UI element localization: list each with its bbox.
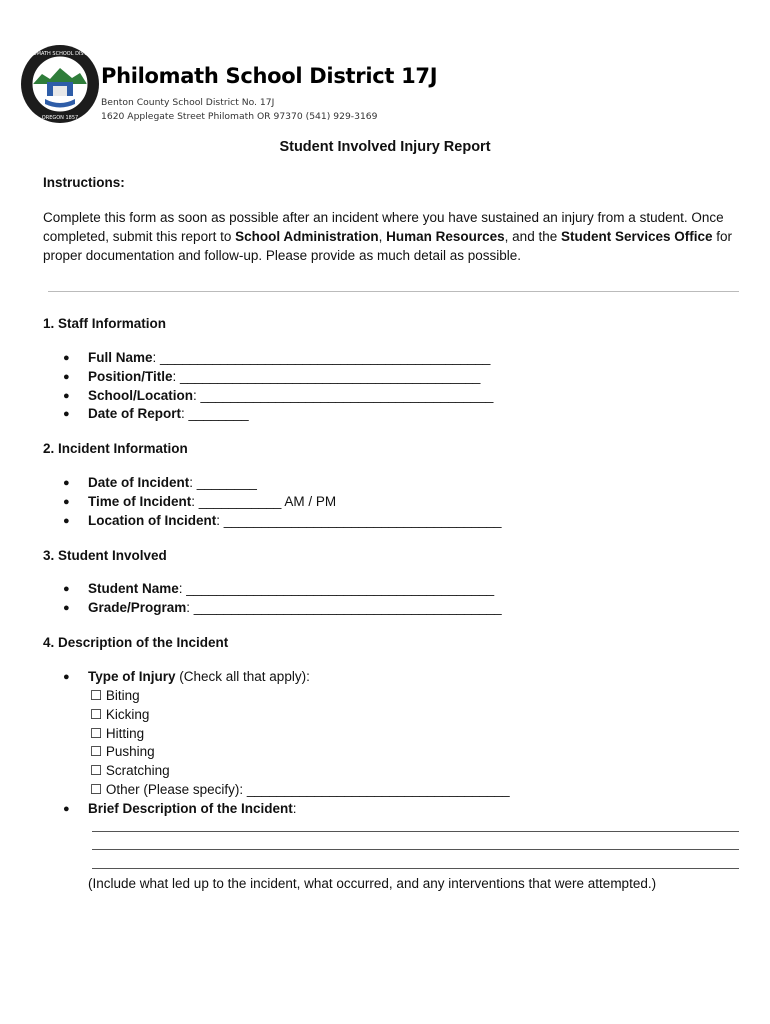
injury-type-options [90, 687, 510, 800]
checkbox-scratching[interactable]: ☐ Scratching [90, 763, 170, 779]
injury-type-item [63, 668, 310, 687]
bullet-icon: ● [63, 671, 70, 683]
bullet-icon: ● [63, 803, 70, 815]
field-grade-program[interactable]: ● Grade/Program: _________________________________________ [63, 599, 502, 618]
district-subtitle: Benton County School District No. 17J [101, 97, 275, 108]
instructions-label: Instructions: [43, 175, 125, 190]
description-line-1[interactable] [92, 831, 739, 832]
bullet-icon: ● [63, 495, 70, 508]
seal-top-text: PHILOMATH SCHOOL DISTRICT [21, 51, 99, 57]
brief-description-label: ● Brief Description of the Incident: [63, 800, 297, 819]
bullet-icon: ● [63, 352, 70, 364]
district-seal-logo [20, 44, 100, 124]
brief-description-item [63, 800, 297, 819]
checkbox-kicking[interactable]: ☐ Kicking [90, 706, 150, 722]
recipient-student-services: Student Services Office [560, 229, 713, 244]
section-heading-staff: 1. Staff Information [43, 316, 167, 331]
field-date-of-incident[interactable]: ● Date of Incident: ________ [63, 474, 502, 493]
bullet-icon: ● [63, 601, 70, 614]
section-heading-student: 3. Student Involved [43, 548, 167, 563]
field-full-name[interactable]: ● Full Name: ____________________________________________ [63, 349, 493, 368]
section-heading-description: 4. Description of the Incident [43, 635, 229, 650]
section-heading-incident: 2. Incident Information [43, 441, 188, 456]
bullet-icon: ● [63, 370, 70, 383]
injury-type-label: ● Type of Injury (Check all that apply): [63, 668, 310, 687]
field-position-title[interactable]: ● Position/Title: ________________________________________ [63, 368, 493, 387]
field-location-of-incident[interactable]: ● Location of Incident: _____________________________________ [63, 512, 502, 531]
checkbox-pushing[interactable]: ☐ Pushing [90, 744, 155, 760]
checkbox-other[interactable]: ☐ Other (Please specify): ___________________________________ [90, 781, 510, 797]
description-note: (Include what led up to the incident, what occurred, and any interventions that were attempted.) [88, 876, 657, 891]
description-line-2[interactable] [92, 849, 739, 850]
recipient-school-administration: School Administration [235, 229, 379, 244]
seal-bottom-text: OREGON 1857 [41, 115, 79, 121]
district-address: 1620 Applegate Street Philomath OR 97370 (541) 929-3169 [101, 111, 378, 122]
checkbox-hitting[interactable]: ☐ Hitting [90, 725, 145, 741]
field-time-of-incident[interactable]: ● Time of Incident: ___________ AM / PM [63, 493, 502, 512]
description-line-3[interactable] [92, 868, 739, 869]
incident-info-list [63, 474, 502, 530]
horizontal-divider [48, 291, 739, 292]
bullet-icon: ● [63, 514, 70, 527]
field-date-of-report[interactable]: ● Date of Report: ________ [63, 405, 493, 424]
field-school-location[interactable]: ● School/Location: _______________________________________ [63, 387, 493, 406]
report-title: Student Involved Injury Report [279, 139, 491, 155]
field-student-name[interactable]: ● Student Name: _________________________________________ [63, 580, 502, 599]
staff-info-list [63, 349, 493, 424]
district-name: Philomath School District 17J [101, 64, 438, 88]
bullet-icon: ● [63, 583, 70, 595]
bullet-icon: ● [63, 477, 70, 489]
bullet-icon: ● [63, 389, 70, 402]
recipient-human-resources: Human Resources [386, 229, 505, 244]
student-info-list [63, 580, 502, 618]
checkbox-biting[interactable]: ☐ Biting [90, 688, 140, 703]
bullet-icon: ● [63, 408, 70, 421]
instructions-text: Complete this form as soon as possible after an incident where you have sustained an injury from a student. Once completed, submit this report to School Administration, Human Resources, and the Student Services Office for proper documentation and follow-up. Please provide as much detail as possible. [43, 210, 733, 263]
